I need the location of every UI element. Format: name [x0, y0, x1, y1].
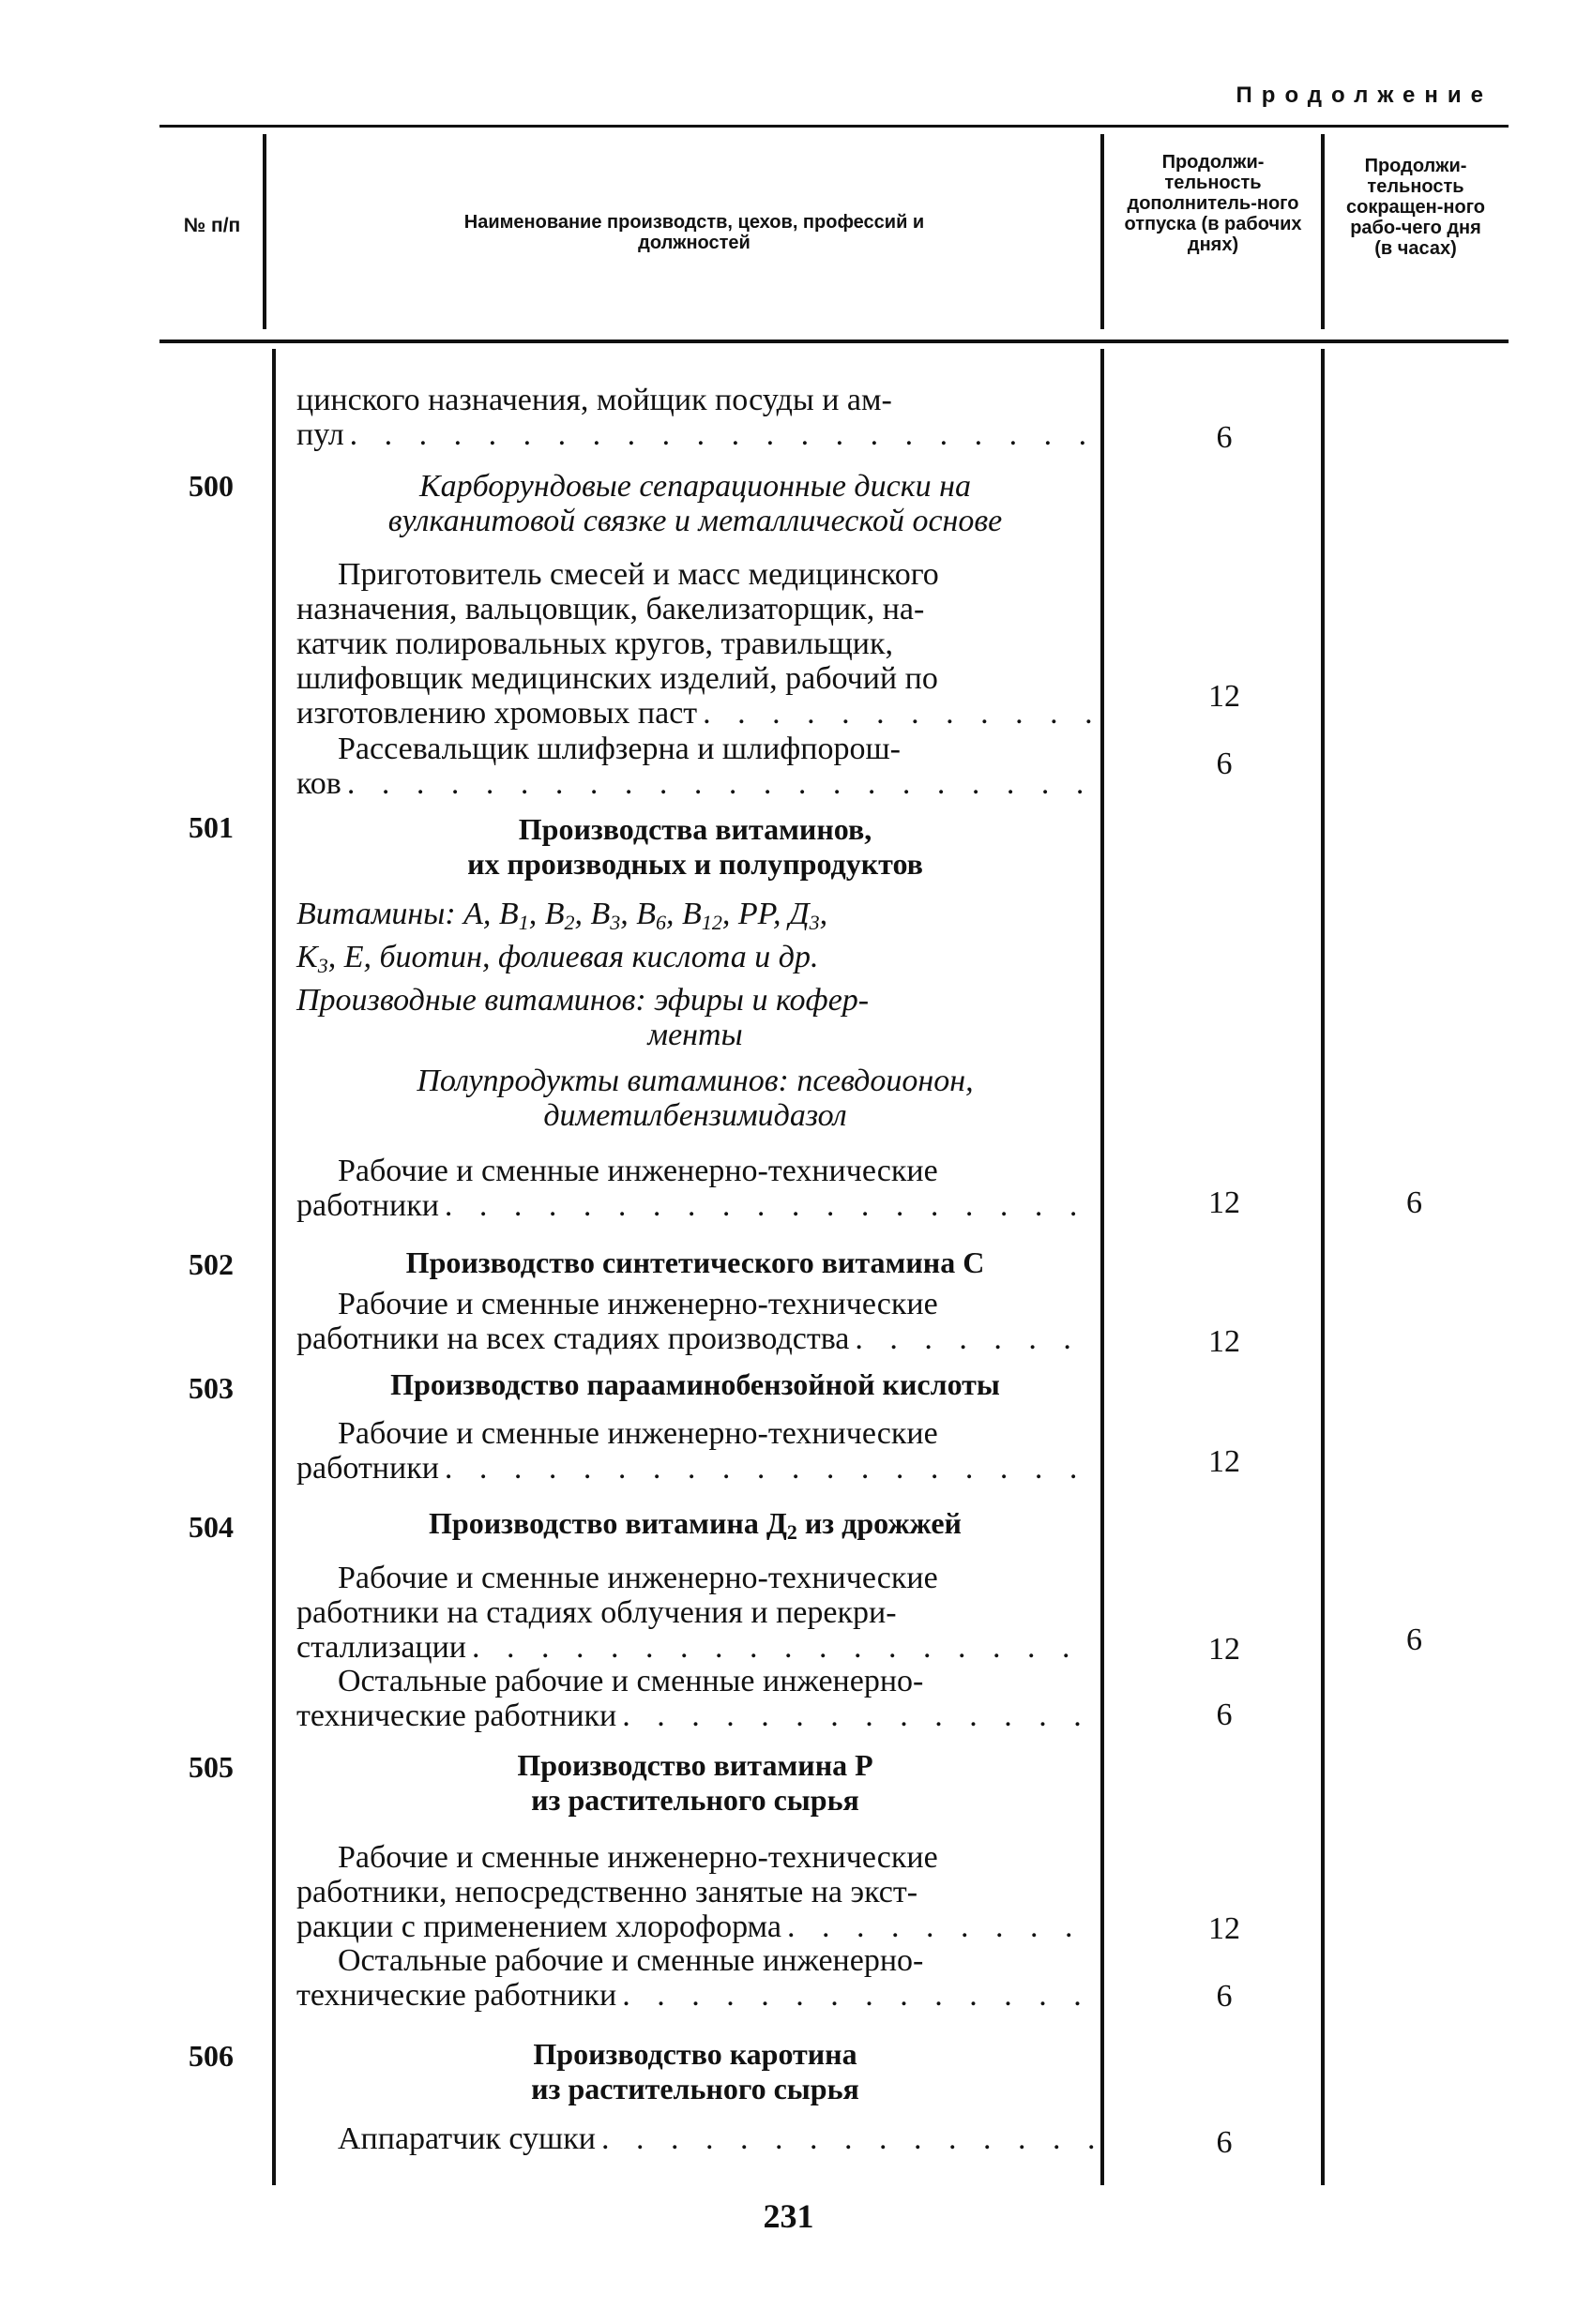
section-number: 506 [189, 2039, 234, 2073]
section-number: 505 [189, 1750, 234, 1784]
days-value: 6 [1216, 1979, 1233, 2014]
row-entry: Остальные рабочие и сменные инженерно- технические работники . . . [296, 1664, 1094, 1733]
row-entry: Остальные рабочие и сменные инженерно- технические работники . . . [296, 1943, 1094, 2013]
days-value: 12 [1208, 1185, 1240, 1220]
hours-value: 6 [1406, 1622, 1422, 1657]
row-entry: Рабочие и сменные инженерно-технические работники на всех стадиях производства . . . [296, 1287, 1094, 1356]
table-top-rule [159, 125, 1509, 128]
col-divider-3 [1321, 134, 1325, 329]
section-title: Производство парааминобензойной кислоты [390, 1367, 1000, 1401]
hours-value: 6 [1406, 1185, 1422, 1220]
days-value: 6 [1216, 420, 1233, 455]
section-title: Производство витамина $Д_2$ из дрожжей [429, 1506, 962, 1544]
days-value: 12 [1208, 1324, 1240, 1359]
body-divider-1 [272, 349, 276, 2185]
header-extra-leave: Продолжи-тельность дополнитель-ного отпуска (в рабочих днях) [1124, 152, 1302, 255]
days-value: 6 [1216, 1698, 1233, 1732]
days-value: 6 [1216, 747, 1233, 781]
continuation-label: Продолжение [1236, 83, 1493, 108]
semi-products: Полупродукты витаминов: псевдоионон, диметилбензимидазол [417, 1064, 974, 1133]
vitamins-list: Витамины: A, $B_1$, $B_2$, $B_3$, $B_6$, $B_{12}$, PP, $Д_3$, $K_3$, E, биотин, фолиевая кислота и др. Производные витаминов: эфиры и кофер- менты [296, 897, 870, 1052]
row-entry: Рассевальщик шлифзерна и шлифпорош- ков . . . [296, 732, 1094, 801]
body-divider-3 [1321, 349, 1325, 2185]
col-divider-2 [1100, 134, 1104, 329]
header-number: № п/п [183, 215, 241, 236]
section-title: Карборундовые сепарационные диски на вулканитовой связке и металлической основе [387, 469, 1003, 538]
row-continued: цинского назначения, мойщик посуды и ам- пул . . . [296, 383, 1094, 452]
section-title: Производства витаминов, их производных и полупродуктов [467, 812, 923, 881]
row-entry: Рабочие и сменные инженерно-технические работники на стадиях облучения и перекри- сталлизации . . . [296, 1561, 1094, 1665]
section-number: 501 [189, 810, 234, 844]
section-title: Производство синтетического витамина C [405, 1245, 985, 1279]
section-number: 502 [189, 1247, 234, 1281]
row-entry: Приготовитель смесей и масс медицинского назначения, вальцовщик, бакелизаторщик, на- катчик полировальных кругов, травильщик, шлифовщик медицинских изделий, рабочий по изготовлению хромовых паст . . . [296, 557, 1094, 731]
section-title: Производство витамина P из растительного сырья [517, 1748, 873, 1817]
days-value: 12 [1208, 1444, 1240, 1479]
days-value: 12 [1208, 1632, 1240, 1667]
body-divider-2 [1100, 349, 1104, 2185]
header-name: Наименование производств, цехов, профессий и должностей [463, 212, 925, 253]
header-short-day: Продолжи-тельность сокращен-ного рабо-чего дня (в часах) [1345, 156, 1485, 259]
row-entry: Рабочие и сменные инженерно-технические работники . . . [296, 1416, 1094, 1486]
row-entry: Аппаратчик сушки . . . [296, 2121, 1094, 2156]
row-entry: Рабочие и сменные инженерно-технические работники, непосредственно занятые на экст- ракции с применением хлороформа . . . [296, 1840, 1094, 1944]
col-divider-1 [263, 134, 266, 329]
days-value: 12 [1208, 679, 1240, 714]
page-number: 231 [763, 2197, 814, 2235]
section-number: 500 [189, 469, 234, 503]
section-number: 504 [189, 1510, 234, 1544]
days-value: 6 [1216, 2125, 1233, 2160]
header-bottom-rule [159, 340, 1509, 343]
row-entry: Рабочие и сменные инженерно-технические работники . . . [296, 1154, 1094, 1223]
days-value: 12 [1208, 1911, 1240, 1946]
section-number: 503 [189, 1371, 234, 1405]
section-title: Производство каротина из растительного сырья [531, 2037, 859, 2105]
